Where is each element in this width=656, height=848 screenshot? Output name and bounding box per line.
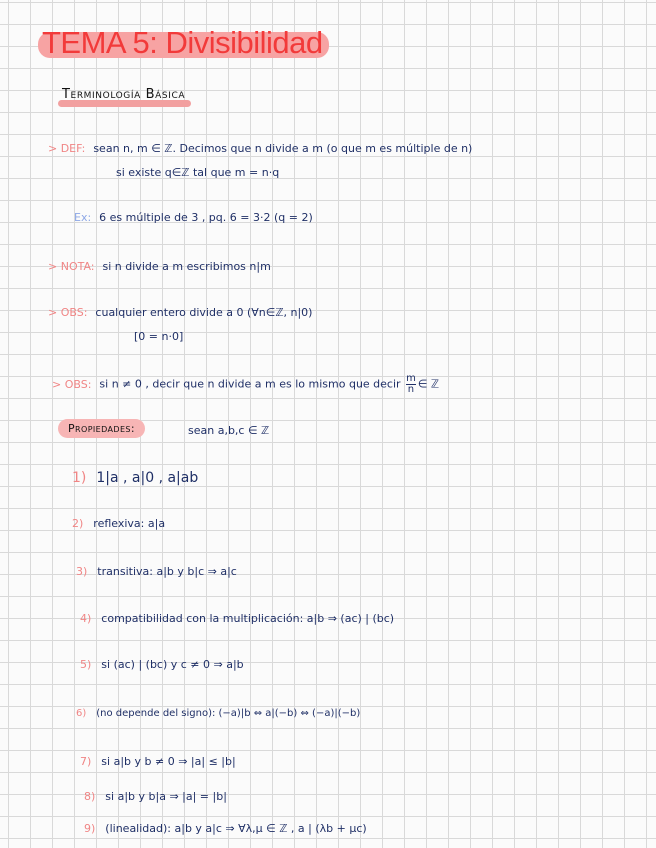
obs2-label: > OBS: xyxy=(52,377,92,391)
property-item: 2) reflexiva: a|a xyxy=(72,517,166,530)
section-heading: Terminología Básica xyxy=(62,87,185,102)
property-item: 5) si (ac) | (bc) y c ≠ 0 ⇒ a|b xyxy=(80,658,244,671)
obs1-text-1: cualquier entero divide a 0 (∀n∈ℤ, n|0) xyxy=(95,306,313,319)
obs1-text-2: [0 = n·0] xyxy=(134,330,184,343)
page-title xyxy=(42,25,323,61)
def-line-2 xyxy=(116,166,279,179)
title-text: TEMA 5: Divisibilidad xyxy=(42,25,323,60)
property-item: 1) 1|a , a|0 , a|ab xyxy=(72,470,199,486)
def-text-2: si existe q∈ℤ tal que m = n·q xyxy=(116,166,280,179)
property-item: 4) compatibilidad con la multiplicación: a|b ⇒ (ac) | (bc) xyxy=(80,612,395,625)
example-line xyxy=(74,211,313,224)
obs2-line xyxy=(52,374,439,395)
def-line-1 xyxy=(48,142,472,155)
obs2-suffix: ∈ ℤ xyxy=(417,377,440,391)
obs1-line-1 xyxy=(48,306,312,319)
nota-label: > NOTA: xyxy=(48,260,95,273)
nota-line xyxy=(48,260,271,273)
obs2-fraction: $\frac{m}{n}$ xyxy=(406,373,416,395)
example-label: Ex: xyxy=(74,211,92,224)
obs1-line-2 xyxy=(134,330,183,343)
obs1-label: > OBS: xyxy=(48,306,88,319)
example-text: 6 es múltiple de 3 , pq. 6 = 3·2 (q = 2) xyxy=(99,211,313,224)
property-item: 9) (linealidad): a|b y a|c ⇒ ∀λ,μ ∈ ℤ , a | (λb + μc) xyxy=(84,822,367,835)
properties-chip: Propiedades: xyxy=(58,419,145,438)
property-item: 3) transitiva: a|b y b|c ⇒ a|c xyxy=(76,565,237,578)
property-item: 8) si a|b y b|a ⇒ |a| = |b| xyxy=(84,790,227,803)
property-item: 6) (no depende del signo): (−a)|b ⇔ a|(−b) ⇔ (−a)|(−b) xyxy=(76,708,361,719)
property-item: 7) si a|b y b ≠ 0 ⇒ |a| ≤ |b| xyxy=(80,755,236,768)
def-label: > DEF: xyxy=(48,142,86,155)
obs2-text: si n ≠ 0 , decir que n divide a m es lo mismo que decir xyxy=(99,377,401,391)
def-text-1: sean n, m ∈ ℤ. Decimos que n divide a m (o que m es múltiple de n) xyxy=(93,142,473,155)
properties-intro: sean a,b,c ∈ ℤ xyxy=(188,424,270,437)
nota-text: si n divide a m escribimos n|m xyxy=(102,260,271,273)
